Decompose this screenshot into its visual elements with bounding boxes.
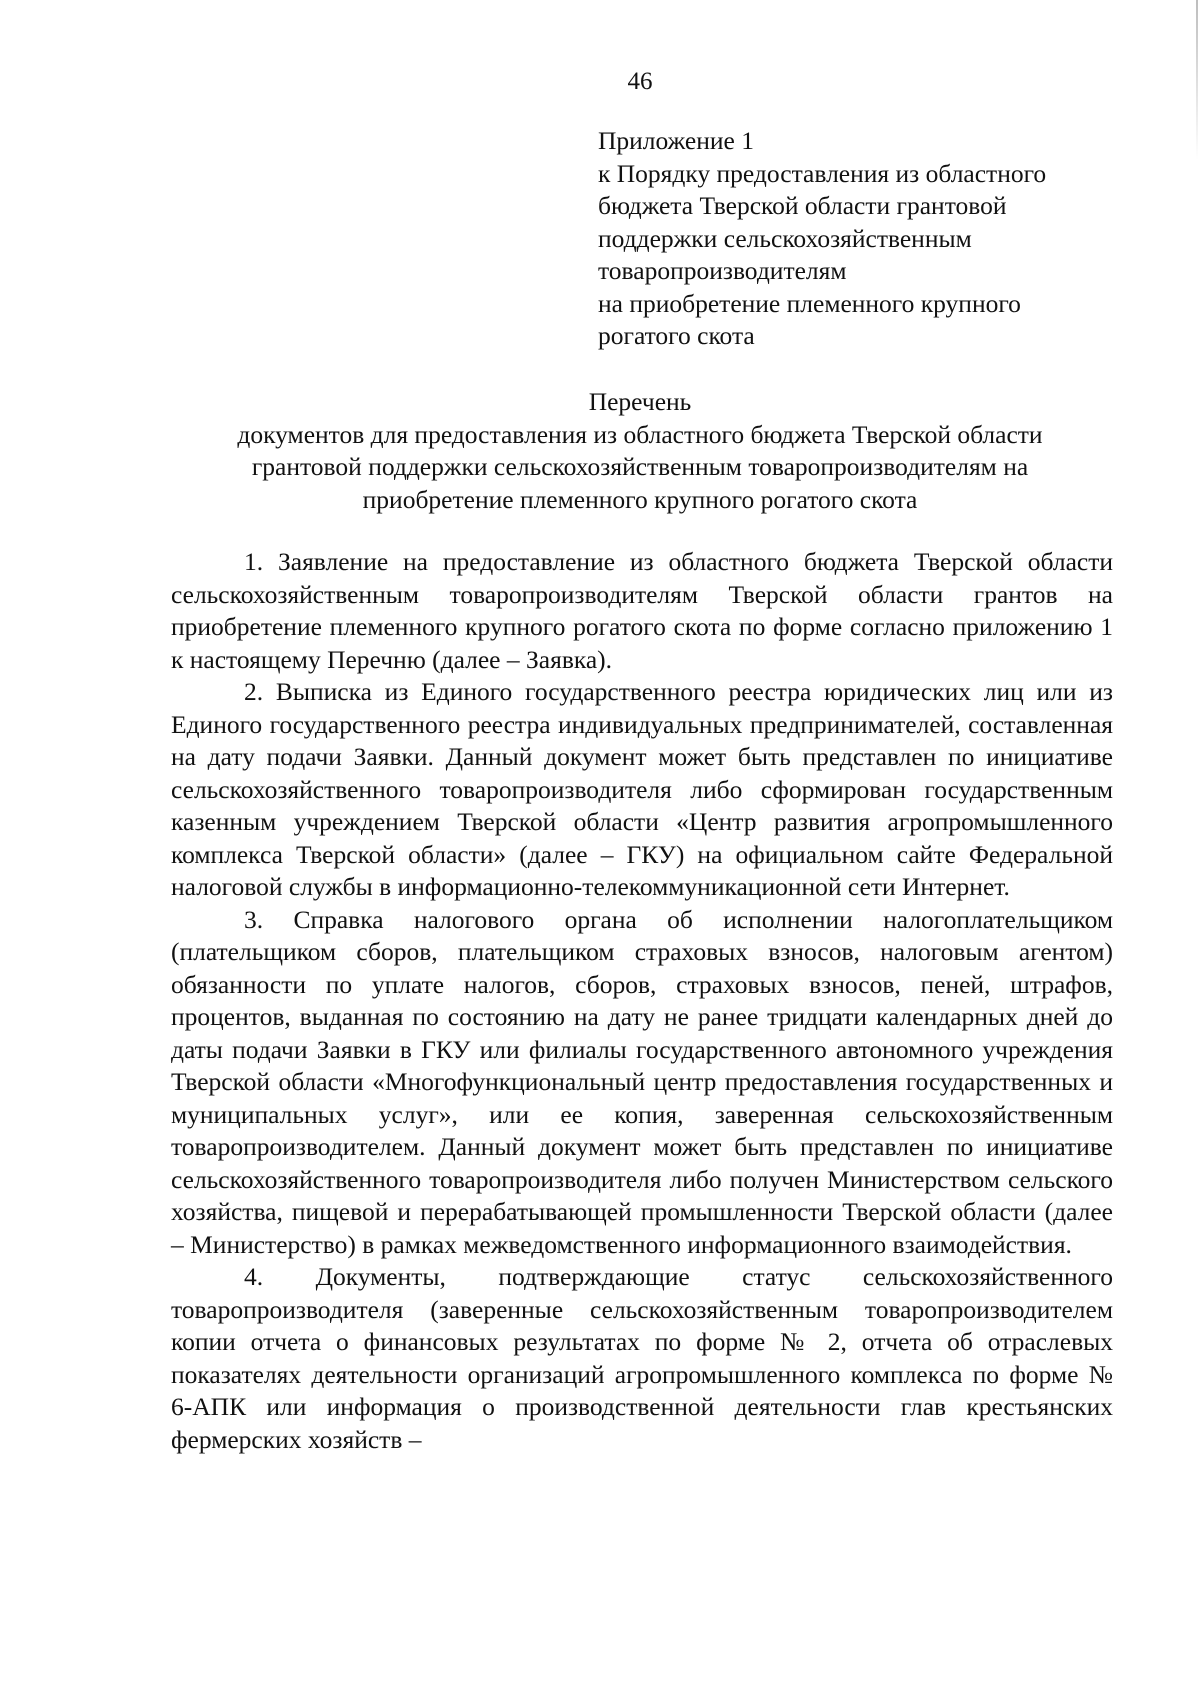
title-heading: Перечень	[588, 387, 692, 416]
appendix-line: бюджета Тверской области грантовой	[598, 191, 1007, 220]
page-number: 46	[627, 68, 653, 95]
appendix-line: Приложение 1	[598, 126, 754, 155]
appendix-header	[598, 125, 1118, 353]
title-subtitle-line: грантовой поддержки сельскохозяйственным товаропроизводителям на	[251, 452, 1029, 481]
appendix-line: на приобретение племенного крупного	[598, 288, 1021, 318]
paragraph-4: 4. Документы, подтверждающие статус сельскохозяйственного товаропроизводителя (заверенные сельскохозяйственным товаропроизводителем копии отчета о финансовых результатах по форме № 2, отчета об отраслевых показателях деятельности организаций агропромышленного комплекса по форме № 6-АПК или информация о производственной деятельности глав крестьянских фермерских хозяйств –	[171, 1262, 1113, 1454]
paragraph-2: 2. Выписка из Единого государственного реестра юридических лиц или из Единого государственного реестра индивидуальных предпринимателей, составленная на дату подачи Заявки. Данный документ может быть представлен по инициативе сельскохозяйственного товаропроизводителя либо сформирован государственным казенным учреждением Тверской области «Центр развития агропромышленного комплекса Тверской области» (далее – ГКУ) на официальном сайте Федеральной налоговой службы в информационно-телекоммуникационной сети Интернет.	[171, 677, 1113, 901]
document-body	[171, 546, 1113, 1456]
paragraph-3: 3. Справка налогового органа об исполнении налогоплательщиком (плательщиком сборов, плательщиком страховых взносов, налоговым агентом) обязанности по уплате налогов, сборов, страховых взносов, пеней, штрафов, процентов, выданная по состоянию на дату не ранее тридцати календарных дней до даты подачи Заявки в ГКУ или филиалы государственного автономного учреждения Тверской области «Многофункциональный центр предоставления государственных и муниципальных услуг», или ее копия, заверенная сельскохозяйственным товаропроизводителем. Данный документ может быть представлен по инициативе сельскохозяйственного товаропроизводителя либо получен Министерством сельского хозяйства, пищевой и перерабатывающей промышленности Тверской области (далее – Министерство) в рамках межведомственного информационного взаимодействия.	[171, 904, 1113, 1259]
appendix-line: рогатого скота	[598, 321, 755, 350]
appendix-line: поддержки сельскохозяйственным	[598, 223, 972, 253]
title-subtitle-line: приобретение племенного крупного рогатого скота	[362, 484, 918, 514]
document-title	[150, 386, 1130, 516]
title-subtitle-line: документов для предоставления из областного бюджета Тверской области	[237, 419, 1043, 449]
appendix-line: к Порядку предоставления из областного	[598, 158, 1047, 188]
paragraph-1: 1. Заявление на предоставление из областного бюджета Тверской области сельскохозяйственным товаропроизводителям Тверской области грантов на приобретение племенного крупного рогатого скота по форме согласно приложению 1 к настоящему Перечню (далее – Заявка).	[171, 547, 1113, 674]
appendix-line: товаропроизводителям	[598, 256, 847, 285]
